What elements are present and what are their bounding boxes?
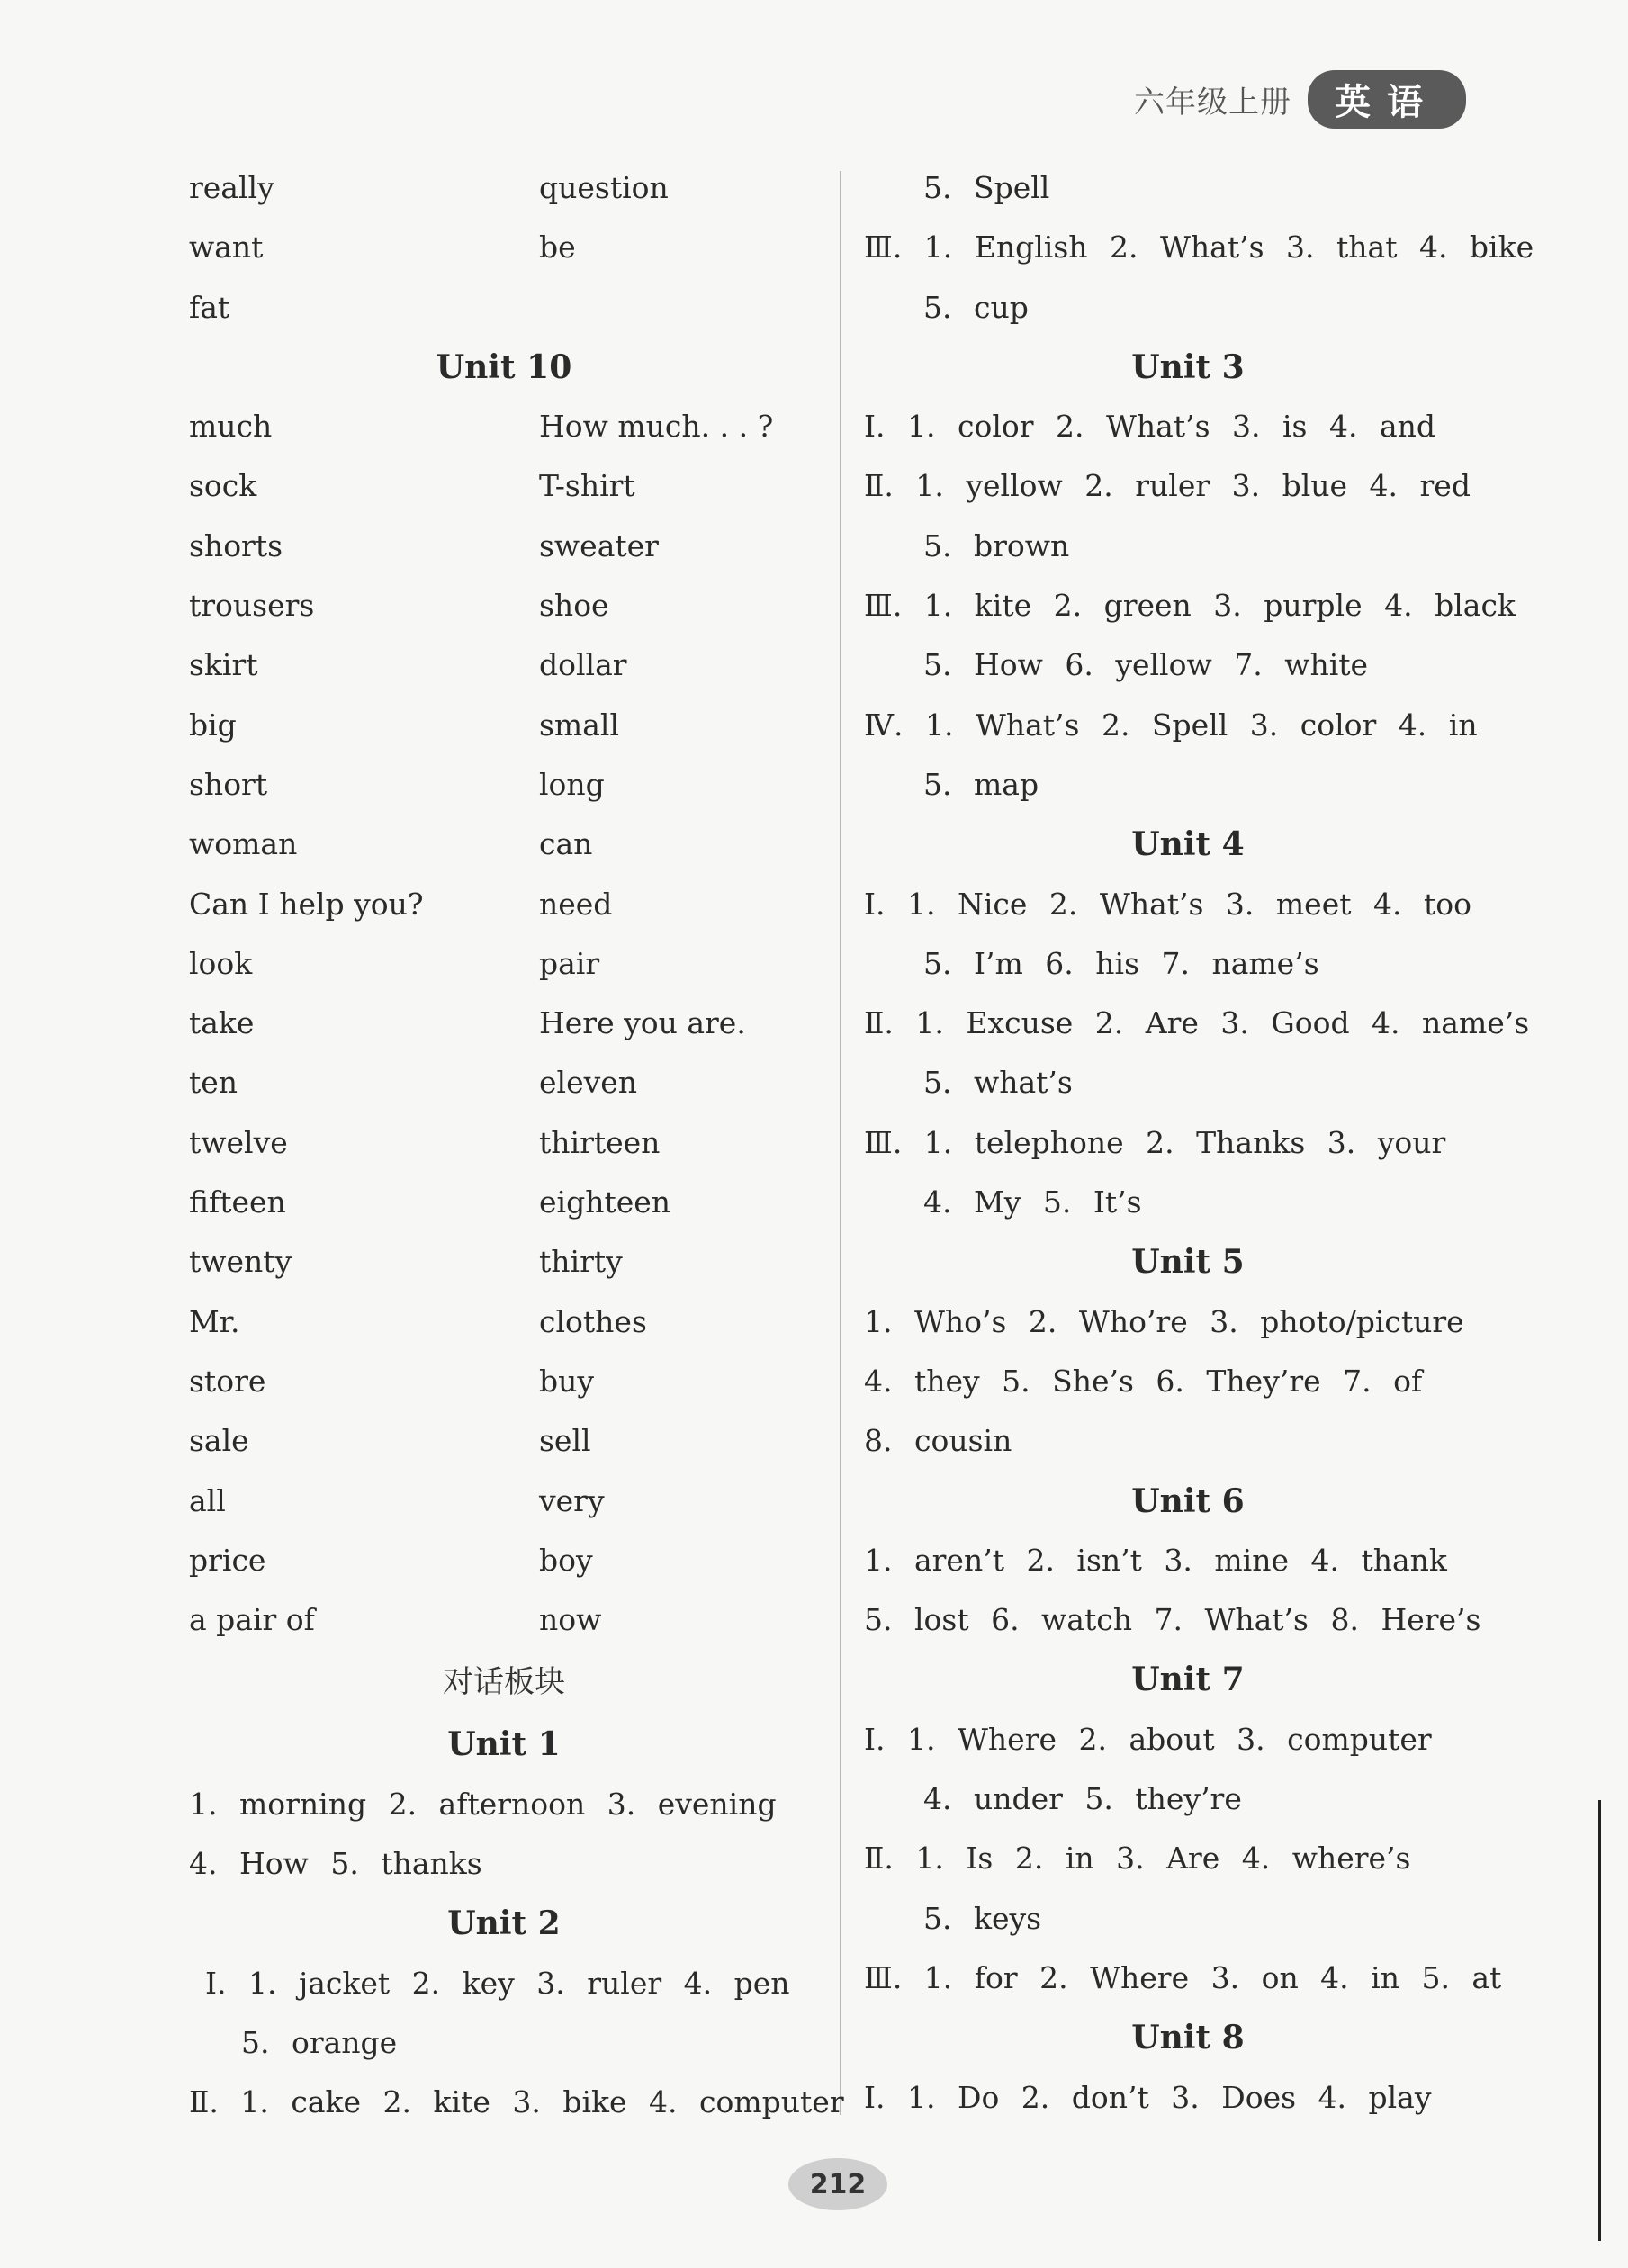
vocab-row [189,934,819,994]
vocab-row [189,696,819,755]
unit-heading: Unit 3 [1131,347,1245,386]
unit-heading: Unit 4 [1131,825,1245,864]
vocab-row [189,1053,819,1112]
vocab-row [189,635,819,695]
answer-line: 8. cousin [864,1423,1012,1459]
answer-line: 5. I’m 6. his 7. name’s [923,945,1319,981]
vocab-word: clothes [539,1303,647,1339]
vocab-word: boy [539,1542,593,1578]
answer-line: Ⅰ. 1. Do 2. don’t 3. Does 4. play [864,2079,1432,2115]
vocab-word: sweater [539,527,659,563]
vocab-row [189,1531,819,1590]
vocab-word: trousers [189,588,315,624]
vocab-word: big [189,706,237,742]
vocab-word: skirt [189,647,258,683]
vocab-word: twelve [189,1124,288,1160]
answer-line: 1. Who’s 2. Who’re 3. photo/picture [864,1303,1464,1339]
vocab-word: thirteen [539,1124,661,1160]
answer-line: Ⅱ. 1. Excuse 2. Are 3. Good 4. name’s [864,1005,1530,1041]
answer-line: 5. keys [923,1900,1042,1936]
vocab-word: Here you are. [539,1005,746,1041]
vocab-word: pair [539,945,600,981]
answer-line: 5. cup [923,289,1029,325]
answer-line: Ⅰ. 1. color 2. What’s 3. is 4. and [864,409,1436,445]
vocab-word: sell [539,1423,591,1459]
unit-heading: Unit 6 [1131,1481,1245,1520]
vocab-word: How much. . . ? [539,409,774,445]
left-column [189,158,844,2133]
unit-heading: Unit 7 [1131,1660,1245,1699]
vocab-word: can [539,826,593,862]
unit-heading: Unit 8 [1131,2019,1245,2057]
answer-line: 5. lost 6. watch 7. What’s 8. Here’s [864,1602,1481,1638]
answer-line: 4. How 5. thanks [189,1846,482,1882]
answer-line: Ⅰ. 1. Nice 2. What’s 3. meet 4. too [864,886,1471,922]
vocab-word: long [539,766,605,802]
vocab-word: small [539,706,620,742]
answer-line: 4. My 5. It’s [923,1184,1142,1220]
answer-line: Ⅲ. 1. for 2. Where 3. on 4. in 5. at [864,1959,1502,1995]
vocab-row [189,755,819,814]
answer-line: 4. they 5. She’s 6. They’re 7. of [864,1363,1423,1399]
vocab-row [189,1590,819,1650]
answer-line: Ⅲ. 1. telephone 2. Thanks 3. your [864,1124,1446,1160]
vocab-word: T-shirt [539,468,635,504]
vocab-row [189,1472,819,1531]
vocab-word: short [189,766,268,802]
vocab-word: want [189,230,264,266]
page-edge-line [1598,1800,1601,2241]
vocab-row [189,1232,819,1292]
unit-heading: Unit 1 [447,1725,561,1764]
vocab-row [189,576,819,635]
answer-line: 5. what’s [923,1065,1073,1101]
unit-heading: Unit 5 [1131,1243,1245,1282]
vocab-word: twenty [189,1244,292,1280]
answer-line: 1. morning 2. afternoon 3. evening [189,1786,777,1822]
vocab-word: dollar [539,647,627,683]
vocab-row [189,1113,819,1173]
vocab-word: be [539,230,576,266]
vocab-row [189,218,819,277]
vocab-row [189,1292,819,1352]
vocab-word: really [189,170,274,205]
answer-line: Ⅱ. 1. yellow 2. ruler 3. blue 4. red [864,468,1471,504]
vocab-row [189,1352,819,1411]
vocab-row [189,517,819,576]
grade-label: 六年级上册 [1134,85,1291,121]
page-header [1134,70,1466,129]
vocab-word: store [189,1363,266,1399]
section-heading: 对话板块 [443,1664,565,1701]
subject-badge: 英语 [1308,70,1466,129]
answer-line: Ⅱ. 1. Is 2. in 3. Are 4. where’s [864,1840,1411,1876]
vocab-word: sock [189,468,257,504]
vocab-word: a pair of [189,1602,315,1638]
vocab-word: fifteen [189,1184,286,1220]
answer-line: Ⅱ. 1. cake 2. kite 3. bike 4. computer [189,2084,844,2120]
vocab-word: very [539,1482,605,1518]
vocab-word: fat [189,289,230,325]
vocab-word: thirty [539,1244,623,1280]
vocab-row [189,814,819,874]
vocab-row [189,456,819,516]
vocab-word: eleven [539,1065,638,1101]
vocab-word: question [539,170,669,205]
vocab-word: Can I help you? [189,886,424,922]
vocab-row [189,1173,819,1232]
column-divider [840,171,841,2115]
vocab-row [189,278,819,338]
vocab-word: ten [189,1065,238,1101]
vocab-row [189,1411,819,1471]
page-number: 212 [788,2158,887,2210]
answer-line: 5. orange [241,2024,398,2060]
vocab-row [189,397,819,456]
unit-heading: Unit 10 [436,347,572,386]
vocab-word: sale [189,1423,249,1459]
vocab-word: woman [189,826,298,862]
vocab-word: shorts [189,527,283,563]
answer-line: 5. Spell [923,170,1050,205]
vocab-word: buy [539,1363,595,1399]
answer-line: 4. under 5. they’re [923,1781,1242,1817]
answer-line: Ⅳ. 1. What’s 2. Spell 3. color 4. in [864,706,1478,742]
unit10-vocab-list [189,397,819,1650]
vocab-word: eighteen [539,1184,671,1220]
vocab-word: look [189,945,253,981]
answer-line: 5. brown [923,527,1070,563]
vocab-word: Mr. [189,1303,240,1339]
right-column [864,158,1534,2128]
answer-line: Ⅲ. 1. English 2. What’s 3. that 4. bike [864,230,1534,266]
vocab-word: now [539,1602,602,1638]
answer-line: 1. aren’t 2. isn’t 3. mine 4. thank [864,1542,1447,1578]
answer-line: 5. map [923,766,1039,802]
vocab-word: shoe [539,588,609,624]
vocab-word: much [189,409,273,445]
answer-line: Ⅰ. 1. Where 2. about 3. computer [864,1721,1432,1757]
vocab-row [189,994,819,1053]
vocab-word: price [189,1542,266,1578]
vocab-word: all [189,1482,226,1518]
vocab-row [189,875,819,934]
vocab-word: take [189,1005,255,1041]
answer-line: 5. How 6. yellow 7. white [923,647,1369,683]
answer-line: Ⅰ. 1. jacket 2. key 3. ruler 4. pen [205,1965,790,2001]
vocab-row [189,158,819,218]
unit-heading: Unit 2 [447,1904,561,1943]
vocab-word: need [539,886,613,922]
answer-line: Ⅲ. 1. kite 2. green 3. purple 4. black [864,588,1516,624]
